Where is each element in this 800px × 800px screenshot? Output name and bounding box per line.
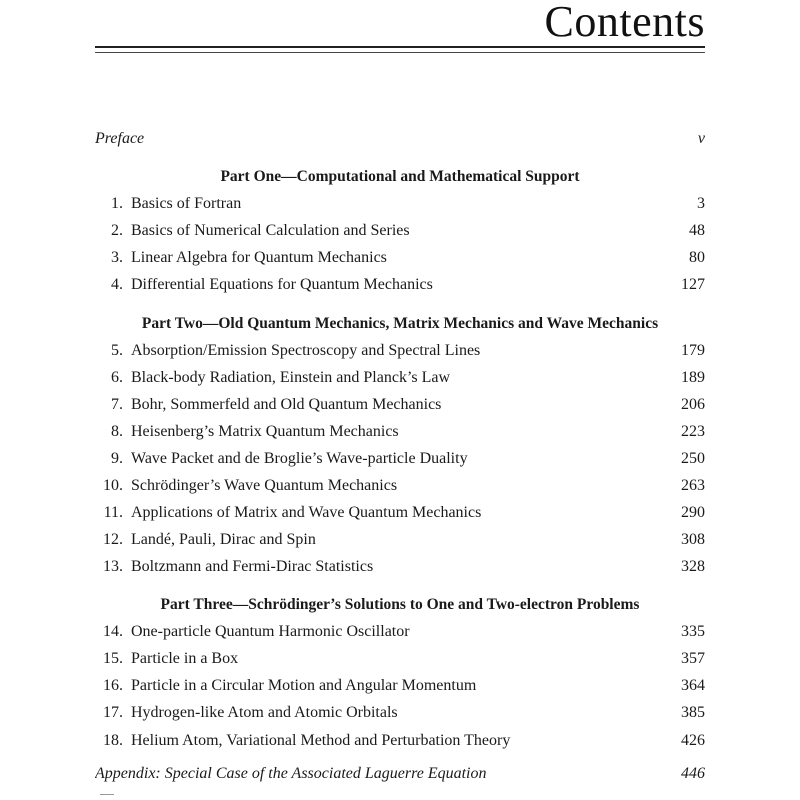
chapter-number: 16.	[103, 677, 123, 694]
toc-entry[interactable]	[95, 339, 705, 363]
chapter-page: 80	[689, 249, 705, 266]
chapter-title: Helium Atom, Variational Method and Perturbation Theory	[131, 732, 511, 749]
cropped-next-entry	[100, 794, 114, 798]
chapter-title: Applications of Matrix and Wave Quantum Mechanics	[131, 504, 482, 521]
chapter-page: 364	[681, 677, 705, 694]
toc-entry[interactable]	[95, 701, 705, 725]
chapter-page: 206	[681, 396, 705, 413]
toc-entry[interactable]	[95, 246, 705, 270]
chapter-title: Particle in a Box	[131, 650, 239, 667]
chapter-number: 10.	[103, 477, 123, 494]
chapter-number: 7.	[111, 396, 123, 413]
chapter-number: 1.	[111, 195, 123, 212]
chapter-page: 48	[689, 222, 705, 239]
part-one-heading: Part One—Computational and Mathematical Support	[220, 168, 580, 185]
chapter-number: 14.	[103, 623, 123, 640]
chapter-number: 11.	[103, 504, 123, 521]
chapter-title: Absorption/Emission Spectroscopy and Spectral Lines	[131, 342, 481, 359]
chapter-number: 8.	[111, 423, 123, 440]
preface-label: Preface	[95, 130, 145, 147]
toc-entry[interactable]	[95, 273, 705, 297]
part-two-heading: Part Two—Old Quantum Mechanics, Matrix Mechanics and Wave Mechanics	[141, 315, 659, 332]
chapter-title: Basics of Fortran	[131, 195, 242, 212]
toc-entry[interactable]	[95, 647, 705, 671]
toc-entry[interactable]	[95, 474, 705, 498]
toc-entry[interactable]	[95, 393, 705, 417]
toc-entry[interactable]	[95, 366, 705, 390]
chapter-page: 385	[681, 704, 705, 721]
appendix-page: 446	[681, 765, 705, 782]
chapter-title: Landé, Pauli, Dirac and Spin	[131, 531, 316, 548]
chapter-number: 5.	[111, 342, 123, 359]
page-title: Contents	[544, 0, 705, 46]
chapter-page: 357	[681, 650, 705, 667]
chapter-title: Linear Algebra for Quantum Mechanics	[131, 249, 387, 266]
toc-entry-appendix[interactable]	[95, 762, 705, 786]
chapter-number: 18.	[103, 732, 123, 749]
chapter-title: Black-body Radiation, Einstein and Planck’s Law	[131, 369, 451, 386]
chapter-title: One-particle Quantum Harmonic Oscillator	[131, 623, 410, 640]
chapter-number: 15.	[103, 650, 123, 667]
chapter-number: 13.	[103, 558, 123, 575]
appendix-label: Appendix: Special Case of the Associated Laguerre Equation	[95, 765, 487, 782]
chapter-page: 223	[681, 423, 705, 440]
toc-entry[interactable]	[95, 447, 705, 471]
toc-entry[interactable]	[95, 192, 705, 216]
chapter-page: 127	[681, 276, 705, 293]
chapter-title: Differential Equations for Quantum Mechanics	[131, 276, 433, 293]
chapter-title: Hydrogen-like Atom and Atomic Orbitals	[131, 704, 398, 721]
chapter-number: 12.	[103, 531, 123, 548]
chapter-title: Bohr, Sommerfeld and Old Quantum Mechanics	[131, 396, 442, 413]
chapter-page: 263	[681, 477, 705, 494]
chapter-title: Particle in a Circular Motion and Angular Momentum	[131, 677, 477, 694]
chapter-page: 308	[681, 531, 705, 548]
toc-entry[interactable]	[95, 420, 705, 444]
chapter-number: 2.	[111, 222, 123, 239]
toc-entry[interactable]	[95, 501, 705, 525]
chapter-page: 189	[681, 369, 705, 386]
toc-entry[interactable]	[95, 555, 705, 579]
chapter-number: 17.	[103, 704, 123, 721]
part-three-heading: Part Three—Schrödinger’s Solutions to One and Two-electron Problems	[160, 596, 640, 613]
toc-entry-preface[interactable]	[95, 127, 705, 151]
toc-entry[interactable]	[95, 620, 705, 644]
toc-entry[interactable]	[95, 674, 705, 698]
chapter-title: Heisenberg’s Matrix Quantum Mechanics	[131, 423, 399, 440]
chapter-number: 9.	[111, 450, 123, 467]
chapter-page: 335	[681, 623, 705, 640]
toc-entry[interactable]	[95, 528, 705, 552]
chapter-page: 3	[697, 195, 705, 212]
chapter-title: Schrödinger’s Wave Quantum Mechanics	[131, 477, 398, 494]
chapter-number: 4.	[111, 276, 123, 293]
chapter-number: 6.	[111, 369, 123, 386]
chapter-page: 290	[681, 504, 705, 521]
preface-page: v	[697, 130, 705, 147]
chapter-title: Basics of Numerical Calculation and Series	[131, 222, 410, 239]
title-rule-thick	[95, 46, 705, 48]
chapter-page: 426	[681, 732, 705, 749]
toc-entry[interactable]	[95, 729, 705, 753]
toc-entry[interactable]	[95, 219, 705, 243]
title-rule-thin	[95, 52, 705, 53]
chapter-title: Wave Packet and de Broglie’s Wave-particle Duality	[131, 450, 468, 467]
chapter-page: 328	[681, 558, 705, 575]
chapter-number: 3.	[111, 249, 123, 266]
chapter-page: 250	[681, 450, 705, 467]
chapter-title: Boltzmann and Fermi-Dirac Statistics	[131, 558, 374, 575]
chapter-page: 179	[681, 342, 705, 359]
